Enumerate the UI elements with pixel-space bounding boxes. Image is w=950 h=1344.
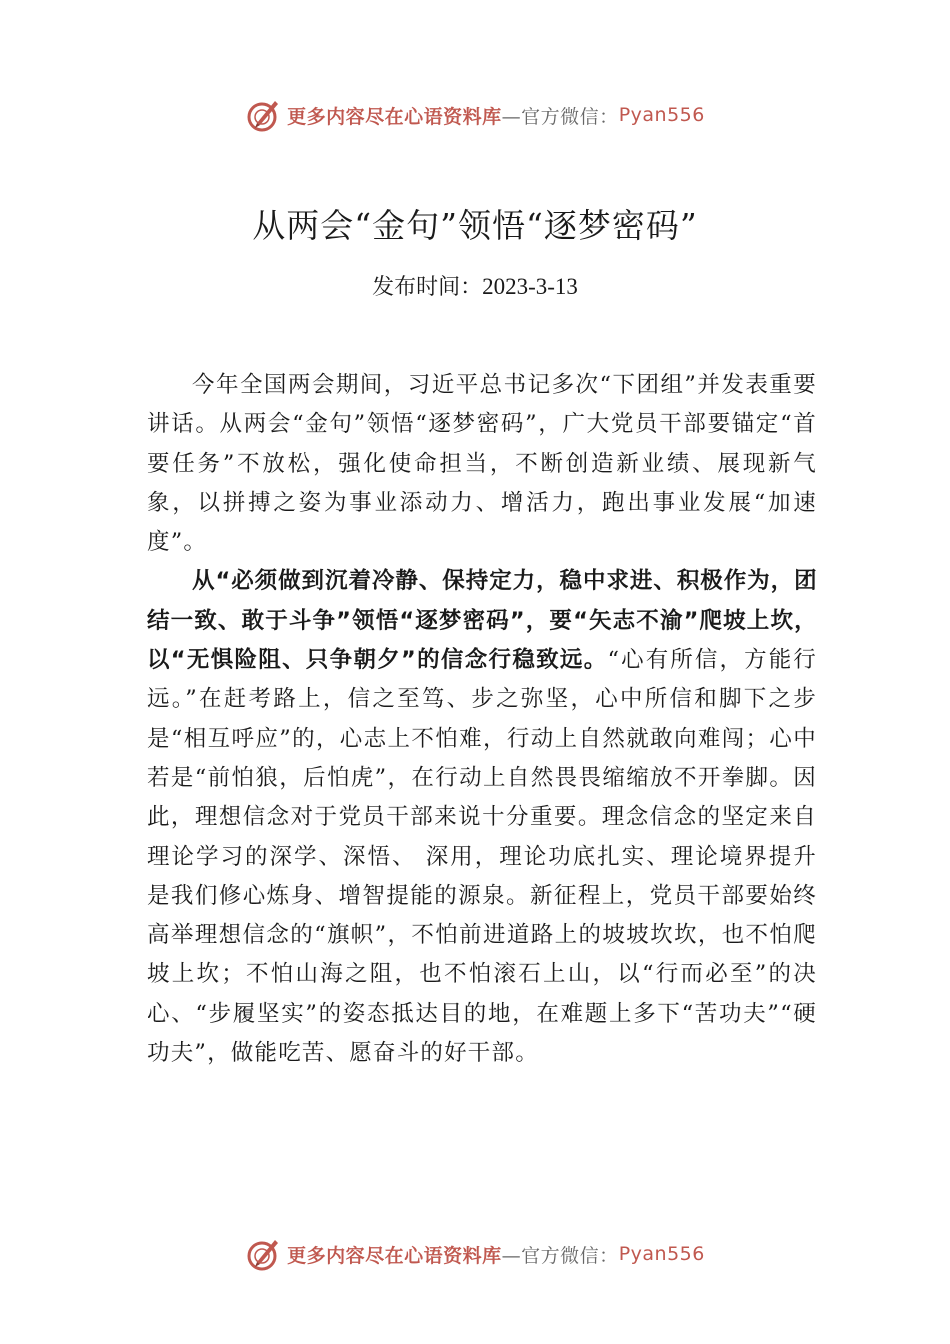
document-title: 从两会“金句”领悟“逐梦密码” — [252, 206, 698, 245]
paragraph-2-text: “心有所信，方能行远。”在赶考路上，信之至笃、步之弥坚，心中所信和脚下之步是“相互呼应”的，心志上不怕难，行动上自然就敢向难闯；心中若是“前怕狼，后怕虎”，在行动上自然畏畏缩缩放不开拳脚。因此，理想信念对于党员干部来说十分重要。理念信念的坚定来自理论学习的深学、深悟、 深用，理论功底扎实、理论境界提升是我们修心炼身、增智提能的源泉。新征程上，党员干部要始终高举理想信念的“旗帜”，不怕前进道路上的坡坡坎坎，也不怕爬坡上坎；不怕山海之阻，也不怕滚石上山，以“行而必至”的决心、“步履坚实”的姿态抵达目的地，在难题上多下“苦功夫”“硬功夫”，做能吃苦、愿奋斗的好干部。 — [147, 647, 817, 1067]
quill-pen-seal-icon — [245, 1235, 283, 1273]
footer-watermark — [0, 1234, 950, 1274]
watermark-separator: —官方微信： — [501, 1244, 619, 1267]
watermark-brand-text: 更多内容尽在心语资料库 — [287, 105, 502, 128]
watermark-brand-text: 更多内容尽在心语资料库 — [287, 1244, 502, 1267]
publish-date-value: 2023-3-13 — [482, 274, 578, 299]
watermark-wechat-id: Pyan556 — [618, 1243, 705, 1265]
paragraph-1 — [147, 366, 817, 562]
publish-date — [0, 270, 950, 301]
header-watermark — [0, 95, 950, 135]
publish-date-label: 发布时间： — [372, 275, 483, 300]
watermark-separator: —官方微信： — [501, 105, 619, 128]
watermark-wechat-id: Pyan556 — [618, 104, 705, 126]
paragraph-2 — [147, 562, 817, 1073]
quill-pen-seal-icon — [245, 96, 283, 134]
paragraph-2-bold-lead: 从“必须做到沉着冷静、保持定力，稳中求进、积极作为，团结一致、敢于斗争”领悟“逐梦密码”，要“矢志不渝”爬坡上坎，以“无惧险阻、只争朝夕”的信念行稳致远。 — [147, 568, 817, 674]
paragraph-1-text: 今年全国两会期间，习近平总书记多次“下团组”并发表重要讲话。从两会“金句”领悟“逐梦密码”，广大党员干部要锚定“首要任务”不放松，强化使命担当，不断创造新业绩、展现新气象，以拼搏之姿为事业添动力、增活力，跑出事业发展“加速度”。 — [147, 372, 817, 556]
document-body — [147, 366, 817, 1073]
